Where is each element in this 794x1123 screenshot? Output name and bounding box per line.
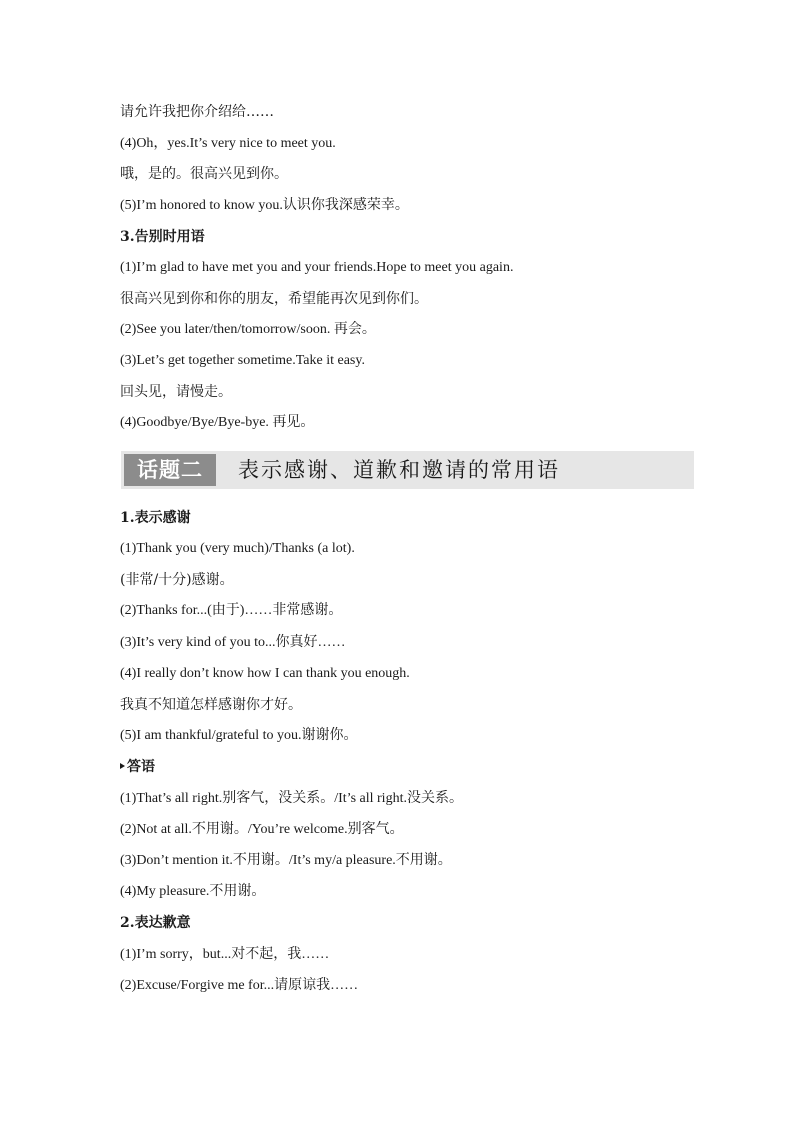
text-line: (2)Not at all.不用谢。/You’re welcome.别客气。 bbox=[120, 822, 404, 837]
text-line: 回头见，请慢走。 bbox=[120, 384, 232, 400]
answer-heading-label: 答语 bbox=[127, 759, 155, 775]
text-line: (1)That’s all right.别客气，没关系。/It’s all right.没关系。 bbox=[120, 791, 463, 806]
text-line: 很高兴见到你和你的朋友，希望能再次见到你们。 bbox=[120, 291, 428, 307]
text-line: (3)It’s very kind of you to...你真好…… bbox=[120, 635, 346, 650]
triangle-bullet-icon bbox=[120, 763, 125, 769]
topic-title: 表示感谢、道歉和邀请的常用语 bbox=[238, 458, 560, 482]
text-line: (3)Let’s get together sometime.Take it easy. bbox=[120, 353, 365, 368]
text-line: (2)Excuse/Forgive me for...请原谅我…… bbox=[120, 978, 359, 993]
text-line: (5)I am thankful/grateful to you.谢谢你。 bbox=[120, 728, 358, 743]
section-heading: 1.表示感谢 bbox=[120, 510, 191, 526]
text-line: (2)See you later/then/tomorrow/soon. 再会。 bbox=[120, 322, 376, 337]
topic-banner bbox=[121, 451, 694, 489]
text-line: (3)Don’t mention it.不用谢。/It’s my/a pleasure.不用谢。 bbox=[120, 853, 452, 868]
text-line: 我真不知道怎样感谢你才好。 bbox=[120, 697, 302, 713]
text-line: (4)I really don’t know how I can thank you enough. bbox=[120, 666, 410, 681]
text-line: (5)I’m honored to know you.认识你我深感荣幸。 bbox=[120, 198, 409, 213]
text-line: (2)Thanks for...(由于)……非常感谢。 bbox=[120, 603, 343, 618]
text-line: (4)My pleasure.不用谢。 bbox=[120, 884, 266, 899]
section-heading: 3.告别时用语 bbox=[120, 229, 205, 245]
text-line: (4)Goodbye/Bye/Bye-bye. 再见。 bbox=[120, 415, 315, 430]
text-line: (1)I’m glad to have met you and your friends.Hope to meet you again. bbox=[120, 260, 514, 275]
text-line: (非常/十分)感谢。 bbox=[120, 572, 234, 588]
text-line: (1)I’m sorry，but...对不起，我…… bbox=[120, 947, 330, 962]
answer-heading bbox=[120, 758, 155, 776]
topic-tag: 话题二 bbox=[124, 454, 216, 486]
text-line: (4)Oh，yes.It’s very nice to meet you. bbox=[120, 136, 336, 151]
text-line: 哦，是的。很高兴见到你。 bbox=[120, 166, 288, 182]
section-heading: 2.表达歉意 bbox=[120, 915, 191, 931]
text-line: (1)Thank you (very much)/Thanks (a lot). bbox=[120, 541, 355, 556]
text-line: 请允许我把你介绍给…… bbox=[120, 104, 274, 120]
